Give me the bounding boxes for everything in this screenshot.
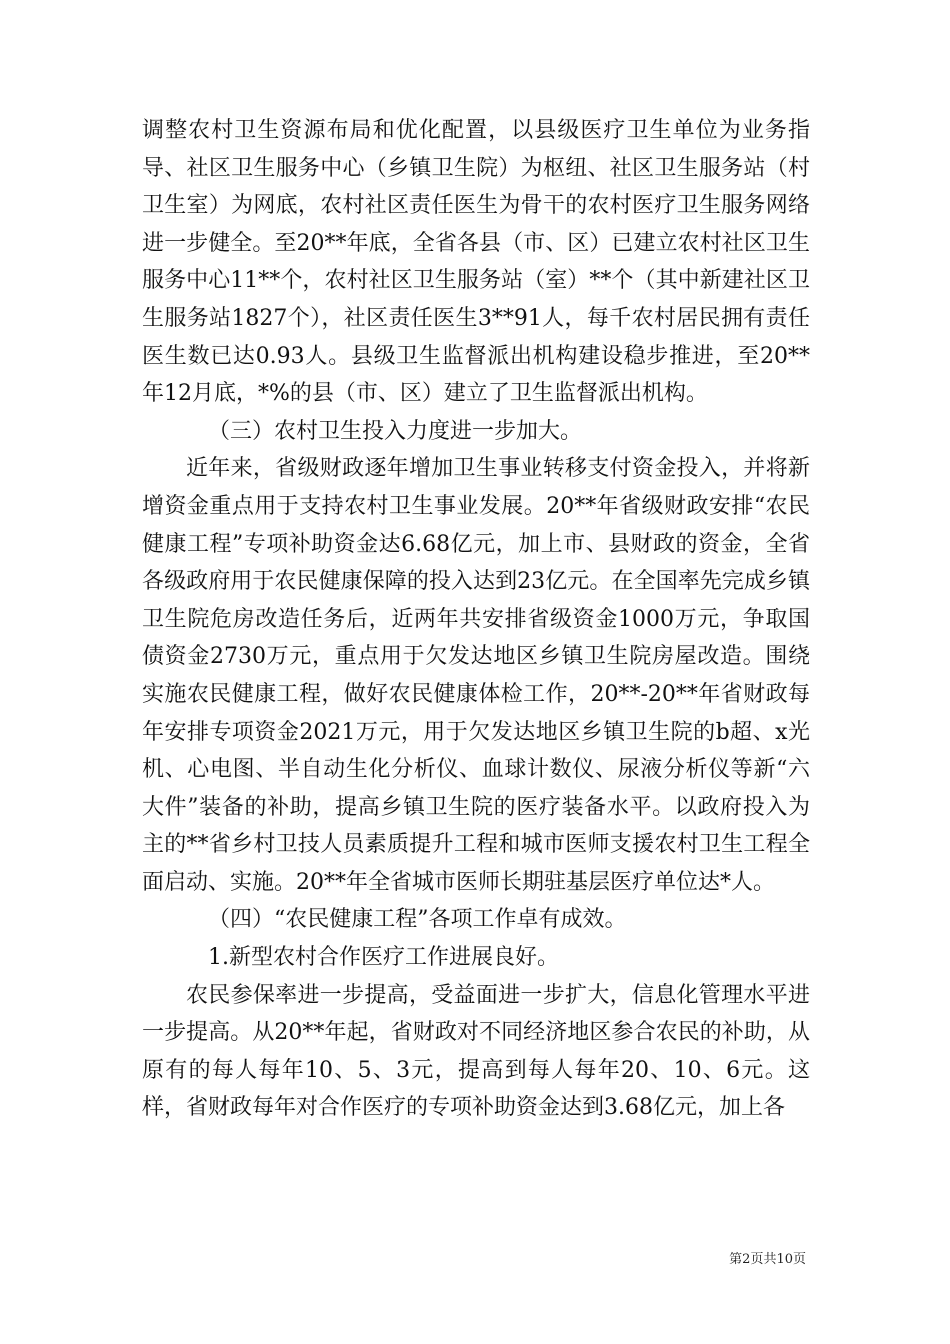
document-body bbox=[142, 112, 810, 1127]
page-number-footer: 第2页共10页 bbox=[729, 1252, 806, 1267]
section-heading-farmer-health-project: （四）“农民健康工程”各项工作卓有成效。 bbox=[208, 907, 627, 933]
paragraph-cooperative-medical: 农民参保率进一步提高，受益面进一步扩大，信息化管理水平进一步提高。从20**年起，省财政对不同经济地区参合农民的补助，从原有的每人每年10、5、3元，提高到每人每年20、10、6元。这样，省财政每年对合作医疗的专项补助资金达到3.68亿元，加上各 bbox=[142, 982, 810, 1121]
paragraph-investment: 近年来，省级财政逐年增加卫生事业转移支付资金投入，并将新增资金重点用于支持农村卫生事业发展。20**年省级财政安排“农民健康工程”专项补助资金达6.68亿元，加上市、县财政的资金，全省各级政府用于农民健康保障的投入达到23亿元。在全国率先完成乡镇卫生院危房改造任务后，近两年共安排省级资金1000万元，争取国债资金2730万元，重点用于欠发达地区乡镇卫生院房屋改造。围绕实施农民健康工程，做好农民健康体检工作，20**-20**年省财政每年安排专项资金2021万元，用于欠发达地区乡镇卫生院的b超、x光机、心电图、半自动生化分析仪、血球计数仪、尿液分析仪等新“六大件”装备的补助，提高乡镇卫生院的医疗装备水平。以政府投入为主的**省乡村卫技人员素质提升工程和城市医师支援农村卫生工程全面启动、实施。20**年全省城市医师长期驻基层医疗单位达*人。 bbox=[142, 456, 810, 895]
subheading-cooperative-medical: 1.新型农村合作医疗工作进展良好。 bbox=[208, 945, 559, 971]
paragraph-network-construction: 调整农村卫生资源布局和优化配置，以县级医疗卫生单位为业务指导、社区卫生服务中心（乡镇卫生院）为枢纽、社区卫生服务站（村卫生室）为网底，农村社区责任医生为骨干的农村医疗卫生服务网络进一步健全。至20**年底，全省各县（市、区）已建立农村社区卫生服务中心11**个，农村社区卫生服务站（室）**个（其中新建社区卫生服务站1827个），社区责任医生3**91人，每千农村居民拥有责任医生数已达0.93人。县级卫生监督派出机构建设稳步推进，至20**年12月底，*%的县（市、区）建立了卫生监督派出机构。 bbox=[142, 118, 810, 407]
section-heading-rural-health-investment: （三）农村卫生投入力度进一步加大。 bbox=[208, 418, 583, 444]
